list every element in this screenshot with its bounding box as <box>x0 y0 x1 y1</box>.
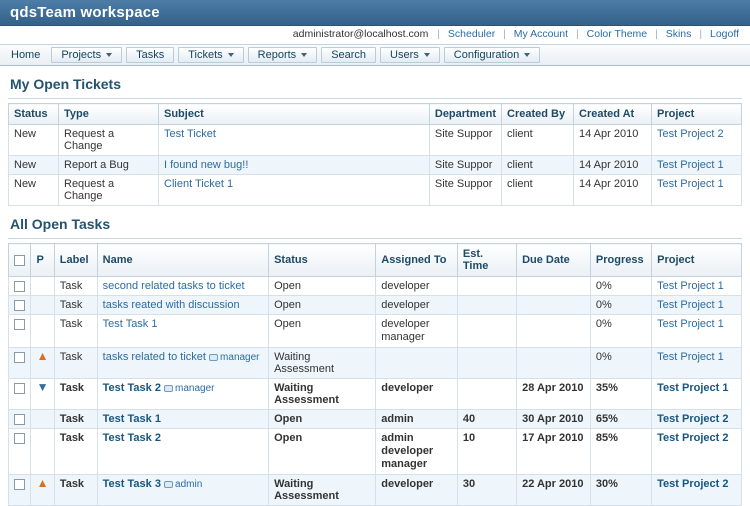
comment-indicator[interactable] <box>164 479 202 490</box>
cell-assigned-to: admin developer manager <box>376 429 458 475</box>
cell-created-by: client <box>502 125 574 156</box>
project-link[interactable]: Test Project 1 <box>657 178 724 190</box>
cell-created-by: client <box>502 156 574 175</box>
comment-indicator[interactable] <box>209 352 259 363</box>
menu-item-projects[interactable] <box>51 47 122 63</box>
project-link[interactable]: Test Project 1 <box>657 159 724 171</box>
cell-priority <box>31 296 54 315</box>
cell-label: Task <box>54 315 97 348</box>
table-row[interactable] <box>9 125 742 156</box>
col-subject[interactable]: Subject <box>159 104 430 125</box>
row-checkbox[interactable] <box>14 319 25 330</box>
cell-subject <box>159 125 430 156</box>
table-row[interactable] <box>9 277 742 296</box>
cell-status: Waiting Assessment <box>269 475 376 506</box>
task-name-link[interactable]: Test Task 3 <box>102 478 161 490</box>
tasks-table-body <box>9 277 742 506</box>
cell-priority <box>31 348 54 379</box>
cell-due-date <box>517 277 591 296</box>
cell-priority <box>31 410 54 429</box>
cell-priority <box>31 429 54 475</box>
cell-assigned-to: developer manager <box>376 315 458 348</box>
menu-item-home[interactable] <box>2 45 49 65</box>
link-separator: | <box>575 28 579 40</box>
cell-status: Waiting Assessment <box>269 379 376 410</box>
cell-select[interactable] <box>9 277 31 296</box>
cell-progress: 65% <box>590 410 651 429</box>
comment-bubble-icon <box>209 354 218 361</box>
menu-item-reports[interactable] <box>248 47 318 63</box>
cell-created-at: 14 Apr 2010 <box>574 125 652 156</box>
cell-project <box>652 429 742 475</box>
table-row[interactable] <box>9 410 742 429</box>
col-type[interactable]: Type <box>59 104 159 125</box>
cell-est-time <box>457 348 516 379</box>
link-my-account[interactable]: My Account <box>513 28 569 40</box>
cell-label: Task <box>54 277 97 296</box>
main-menu-bar <box>0 44 750 66</box>
table-row[interactable] <box>9 379 742 410</box>
comment-author: manager <box>220 352 260 363</box>
link-separator: | <box>437 28 440 40</box>
cell-assigned-to <box>376 348 458 379</box>
cell-created-at: 14 Apr 2010 <box>574 156 652 175</box>
chevron-down-icon <box>524 53 530 57</box>
cell-assigned-to: developer <box>376 475 458 506</box>
col-progress[interactable]: Progress <box>590 244 651 277</box>
col-status[interactable]: Status <box>269 244 376 277</box>
col-department[interactable]: Department <box>429 104 501 125</box>
cell-type: Request a Change <box>59 125 159 156</box>
cell-est-time: 10 <box>457 429 516 475</box>
comment-bubble-icon <box>164 481 173 488</box>
app-brand: qdsTeam workspace <box>10 4 160 21</box>
cell-est-time <box>457 296 516 315</box>
task-name-link[interactable]: Test Task 2 <box>102 382 161 394</box>
cell-assigned-to: developer <box>376 277 458 296</box>
cell-project <box>652 315 742 348</box>
cell-subject <box>159 156 430 175</box>
cell-status: New <box>9 175 59 206</box>
cell-department: Site Suppor <box>429 175 501 206</box>
ticket-subject-link[interactable]: I found new bug!! <box>164 159 249 171</box>
cell-project <box>652 125 742 156</box>
cell-progress: 0% <box>590 296 651 315</box>
cell-name <box>97 277 268 296</box>
chevron-down-icon <box>424 53 430 57</box>
row-checkbox[interactable] <box>14 479 25 490</box>
menu-item-label: Search <box>331 49 367 61</box>
col-est-time[interactable]: Est. Time <box>457 244 516 277</box>
row-checkbox[interactable] <box>14 300 25 311</box>
my-open-tickets-table <box>8 103 742 206</box>
project-link[interactable]: Test Project 2 <box>657 128 724 140</box>
cell-label: Task <box>54 348 97 379</box>
cell-status: New <box>9 156 59 175</box>
table-row[interactable] <box>9 175 742 206</box>
cell-label: Task <box>54 429 97 475</box>
cell-department: Site Suppor <box>429 156 501 175</box>
cell-priority <box>31 475 54 506</box>
comment-indicator[interactable] <box>164 383 214 394</box>
cell-progress: 30% <box>590 475 651 506</box>
menu-item-users[interactable] <box>380 47 440 63</box>
link-scheduler[interactable]: Scheduler <box>447 28 496 40</box>
cell-assigned-to: developer <box>376 379 458 410</box>
cell-assigned-to: admin <box>376 410 458 429</box>
cell-name <box>97 348 268 379</box>
menu-item-configuration[interactable] <box>444 47 540 63</box>
col-created-by[interactable]: Created By <box>502 104 574 125</box>
cell-type: Report a Bug <box>59 156 159 175</box>
cell-name <box>97 475 268 506</box>
col-select-all[interactable] <box>9 244 31 277</box>
chevron-down-icon <box>301 53 307 57</box>
cell-progress: 0% <box>590 348 651 379</box>
cell-status: Open <box>269 277 376 296</box>
ticket-subject-link[interactable]: Client Ticket 1 <box>164 178 234 190</box>
cell-project <box>652 156 742 175</box>
task-name-link[interactable]: Test Task 1 <box>102 413 161 425</box>
cell-label: Task <box>54 475 97 506</box>
project-link[interactable]: Test Project 2 <box>657 413 729 425</box>
cell-status: New <box>9 125 59 156</box>
cell-assigned-to: developer <box>376 296 458 315</box>
table-row[interactable] <box>9 348 742 379</box>
link-skins[interactable]: Skins <box>665 28 692 40</box>
row-checkbox[interactable] <box>14 383 25 394</box>
cell-status: Waiting Assessment <box>269 348 376 379</box>
table-header-row <box>9 244 742 277</box>
menu-item-tickets[interactable] <box>178 47 243 63</box>
project-link[interactable]: Test Project 1 <box>657 299 724 311</box>
menu-item-label: Users <box>390 49 419 61</box>
project-link[interactable]: Test Project 1 <box>657 382 729 394</box>
task-name-link[interactable]: second related tasks to ticket <box>102 280 245 292</box>
row-checkbox[interactable] <box>14 352 25 363</box>
col-project[interactable]: Project <box>652 104 742 125</box>
section-divider <box>8 98 742 99</box>
cell-due-date: 30 Apr 2010 <box>517 410 591 429</box>
cell-select[interactable] <box>9 296 31 315</box>
cell-status: Open <box>269 296 376 315</box>
cell-est-time <box>457 379 516 410</box>
comment-bubble-icon <box>164 385 173 392</box>
cell-est-time <box>457 315 516 348</box>
table-row[interactable] <box>9 429 742 475</box>
task-name-link[interactable]: Test Task 2 <box>102 432 161 444</box>
cell-select[interactable] <box>9 348 31 379</box>
col-due-date[interactable]: Due Date <box>517 244 591 277</box>
cell-select[interactable] <box>9 429 31 475</box>
comment-author: admin <box>175 479 203 490</box>
cell-project <box>652 277 742 296</box>
chevron-down-icon <box>106 53 112 57</box>
cell-project <box>652 379 742 410</box>
cell-priority <box>31 315 54 348</box>
link-color-theme[interactable]: Color Theme <box>586 28 648 40</box>
col-assigned-to[interactable]: Assigned To <box>376 244 458 277</box>
cell-est-time <box>457 277 516 296</box>
cell-project <box>652 296 742 315</box>
menu-item-label: Projects <box>61 49 102 61</box>
comment-author: manager <box>175 383 215 394</box>
cell-status: Open <box>269 429 376 475</box>
cell-priority <box>31 277 54 296</box>
project-link[interactable]: Test Project 1 <box>657 351 724 363</box>
row-checkbox[interactable] <box>14 281 25 292</box>
my-open-tickets-title: My Open Tickets <box>10 76 122 92</box>
menu-item-label: Tickets <box>188 49 223 61</box>
link-separator: | <box>655 28 658 40</box>
cell-priority <box>31 379 54 410</box>
ticket-subject-link[interactable]: Test Ticket <box>164 128 216 140</box>
main-content <box>0 66 750 506</box>
all-open-tasks-table <box>8 243 742 506</box>
cell-progress: 35% <box>590 379 651 410</box>
table-row[interactable] <box>9 296 742 315</box>
priority-up-icon: ▲ <box>36 476 49 490</box>
cell-name <box>97 379 268 410</box>
app-header <box>0 0 750 26</box>
link-separator: | <box>699 28 703 40</box>
cell-select[interactable] <box>9 410 31 429</box>
cell-select[interactable] <box>9 379 31 410</box>
cell-name <box>97 296 268 315</box>
chevron-down-icon <box>228 53 234 57</box>
col-priority[interactable]: P <box>31 244 54 277</box>
cell-name <box>97 429 268 475</box>
all-open-tasks-title: All Open Tasks <box>10 216 111 232</box>
priority-up-icon: ▲ <box>36 349 49 363</box>
cell-due-date: 28 Apr 2010 <box>517 379 591 410</box>
menu-item-tasks[interactable] <box>126 47 174 63</box>
cell-due-date <box>517 296 591 315</box>
table-row[interactable] <box>9 315 742 348</box>
cell-label: Task <box>54 410 97 429</box>
cell-label: Task <box>54 379 97 410</box>
cell-due-date: 17 Apr 2010 <box>517 429 591 475</box>
section-divider <box>8 238 742 239</box>
cell-name <box>97 315 268 348</box>
project-link[interactable]: Test Project 2 <box>657 432 729 444</box>
project-link[interactable]: Test Project 2 <box>657 478 729 490</box>
cell-due-date: 22 Apr 2010 <box>517 475 591 506</box>
col-project[interactable]: Project <box>652 244 742 277</box>
cell-progress: 0% <box>590 315 651 348</box>
row-checkbox[interactable] <box>14 433 25 444</box>
cell-department: Site Suppor <box>429 125 501 156</box>
project-link[interactable]: Test Project 1 <box>657 318 724 330</box>
cell-created-at: 14 Apr 2010 <box>574 175 652 206</box>
cell-due-date <box>517 315 591 348</box>
cell-created-by: client <box>502 175 574 206</box>
cell-est-time: 40 <box>457 410 516 429</box>
cell-due-date <box>517 348 591 379</box>
priority-down-icon: ▼ <box>36 380 49 394</box>
link-logoff[interactable]: Logoff <box>709 28 739 40</box>
cell-label: Task <box>54 296 97 315</box>
cell-progress: 85% <box>590 429 651 475</box>
col-status[interactable]: Status <box>9 104 59 125</box>
col-label[interactable]: Label <box>54 244 97 277</box>
project-link[interactable]: Test Project 1 <box>657 280 724 292</box>
cell-project <box>652 348 742 379</box>
cell-select[interactable] <box>9 475 31 506</box>
col-name[interactable]: Name <box>97 244 268 277</box>
cell-status: Open <box>269 410 376 429</box>
table-row[interactable] <box>9 156 742 175</box>
cell-est-time: 30 <box>457 475 516 506</box>
link-separator: | <box>503 28 506 40</box>
row-checkbox[interactable] <box>14 414 25 425</box>
menu-item-label: Home <box>11 49 41 61</box>
cell-project <box>652 410 742 429</box>
menu-item-label: Tasks <box>136 49 165 61</box>
select-all-checkbox[interactable] <box>14 255 25 266</box>
menu-item-label: Configuration <box>453 49 520 61</box>
table-row[interactable] <box>9 475 742 506</box>
cell-status: Open <box>269 315 376 348</box>
task-name-link[interactable]: Test Task 1 <box>102 318 158 330</box>
cell-type: Request a Change <box>59 175 159 206</box>
cell-project <box>652 175 742 206</box>
menu-item-label: Reports <box>257 49 297 61</box>
cell-project <box>652 475 742 506</box>
cell-subject <box>159 175 430 206</box>
cell-select[interactable] <box>9 315 31 348</box>
cell-name <box>97 410 268 429</box>
cell-progress: 0% <box>590 277 651 296</box>
task-name-link[interactable]: tasks related to ticket <box>102 351 206 363</box>
task-name-link[interactable]: tasks reated with discussion <box>102 299 240 311</box>
top-links-bar <box>0 26 750 44</box>
current-user-email: administrator@localhost.com <box>292 28 429 40</box>
col-created-at[interactable]: Created At <box>574 104 652 125</box>
table-header-row <box>9 104 742 125</box>
menu-item-search[interactable] <box>321 47 376 63</box>
